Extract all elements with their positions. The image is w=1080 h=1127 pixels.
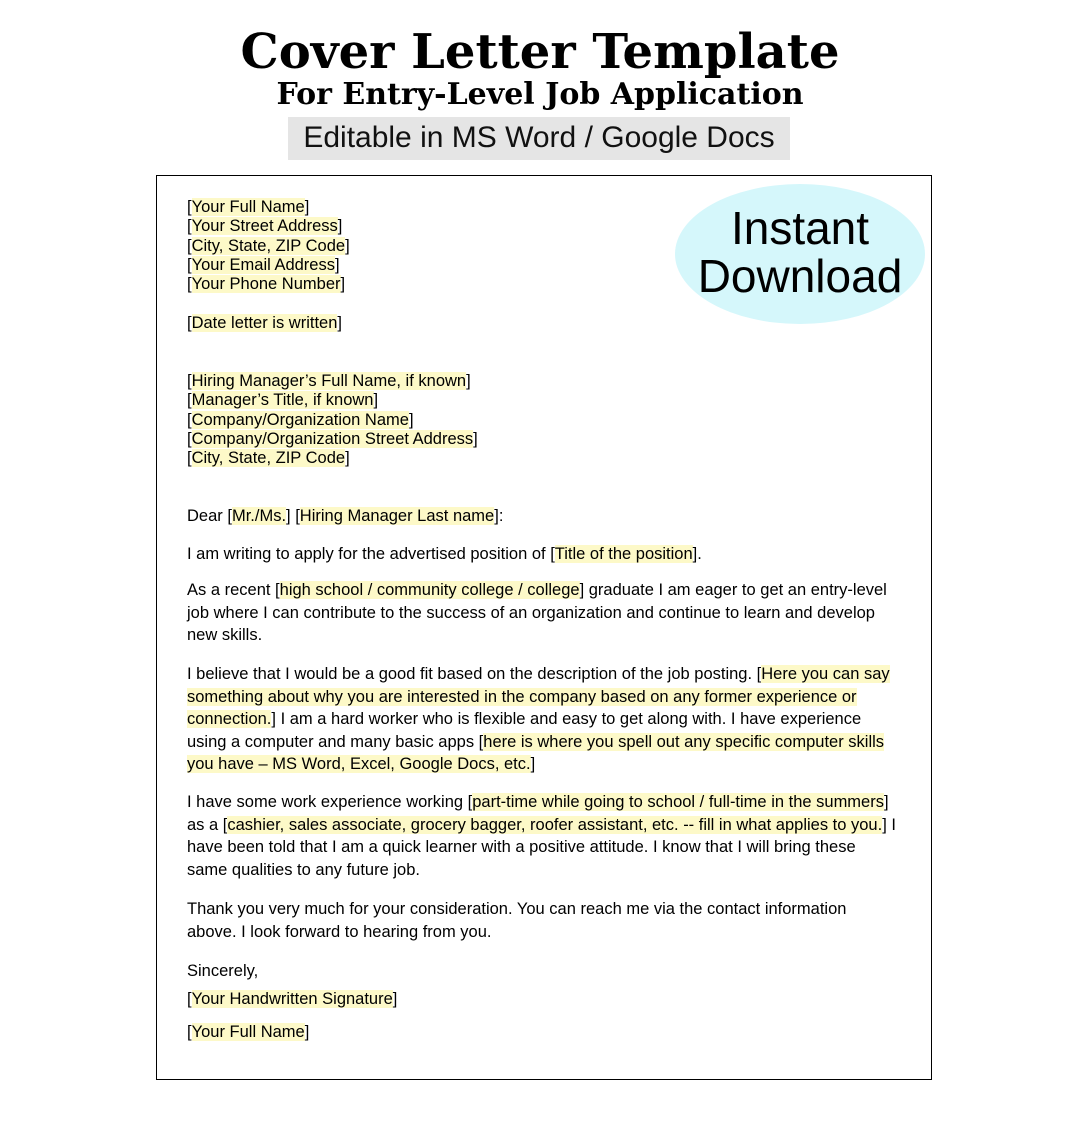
paragraph-5: Thank you very much for your consideration. You can reach me via the contact information above. I look forward to hearing from you. [187, 900, 847, 941]
recipient-street: [Company/Organization Street Address] [187, 429, 478, 448]
sender-name: [Your Full Name] [187, 198, 310, 216]
badge-line-1: Instant [730, 202, 870, 254]
badge-line-2: Download [697, 250, 903, 302]
recipient-company: [Company/Organization Name] [187, 410, 414, 429]
page-subtitle: For Entry-Level Job Application [276, 77, 804, 112]
sender-phone: [Your Phone Number] [187, 275, 346, 294]
recipient-block [187, 372, 478, 468]
salutation: Dear [Mr./Ms.] [Hiring Manager Last name]: [187, 507, 504, 525]
closing: Sincerely, [187, 962, 259, 980]
instant-download-badge [675, 184, 925, 324]
date-line: [Date letter is written] [187, 314, 342, 332]
editable-note-banner: Editable in MS Word / Google Docs [288, 117, 790, 160]
recipient-name: [Hiring Manager’s Full Name, if known] [187, 372, 471, 390]
sender-city: [City, State, ZIP Code] [187, 236, 350, 255]
signature-line: [Your Handwritten Signature] [187, 990, 398, 1008]
final-name-line: [Your Full Name] [187, 1023, 310, 1041]
paragraph-3: I believe that I would be a good fit based on the description of the job posting. [Here you can say something about why you are interested in the company based on any former experience or connection.] I am a hard worker who is flexible and easy to get along with. I have experience using a computer and many basic apps [here is where you spell out any specific computer skills you have – MS Word, Excel, Google Docs, etc.] [187, 665, 890, 773]
recipient-city: [City, State, ZIP Code] [187, 449, 350, 468]
recipient-title: [Manager’s Title, if known] [187, 391, 379, 410]
paragraph-2: As a recent [high school / community college / college] graduate I am eager to get an entry-level job where I can contribute to the success of an organization and continue to learn and develop new skills. [187, 581, 887, 644]
sender-street: [Your Street Address] [187, 217, 343, 236]
paragraph-1: I am writing to apply for the advertised position of [Title of the position]. [187, 545, 702, 563]
page-title: Cover Letter Template [240, 24, 840, 80]
sender-block [187, 198, 350, 294]
sender-email: [Your Email Address] [187, 255, 340, 274]
paragraph-4: I have some work experience working [part-time while going to school / full-time in the summers] as a [cashier, sales associate, grocery bagger, roofer assistant, etc. -- fill in what applies to you.] I have been told that I am a quick learner with a positive attitude. I know that I will bring these same qualities to any future job. [187, 793, 896, 879]
